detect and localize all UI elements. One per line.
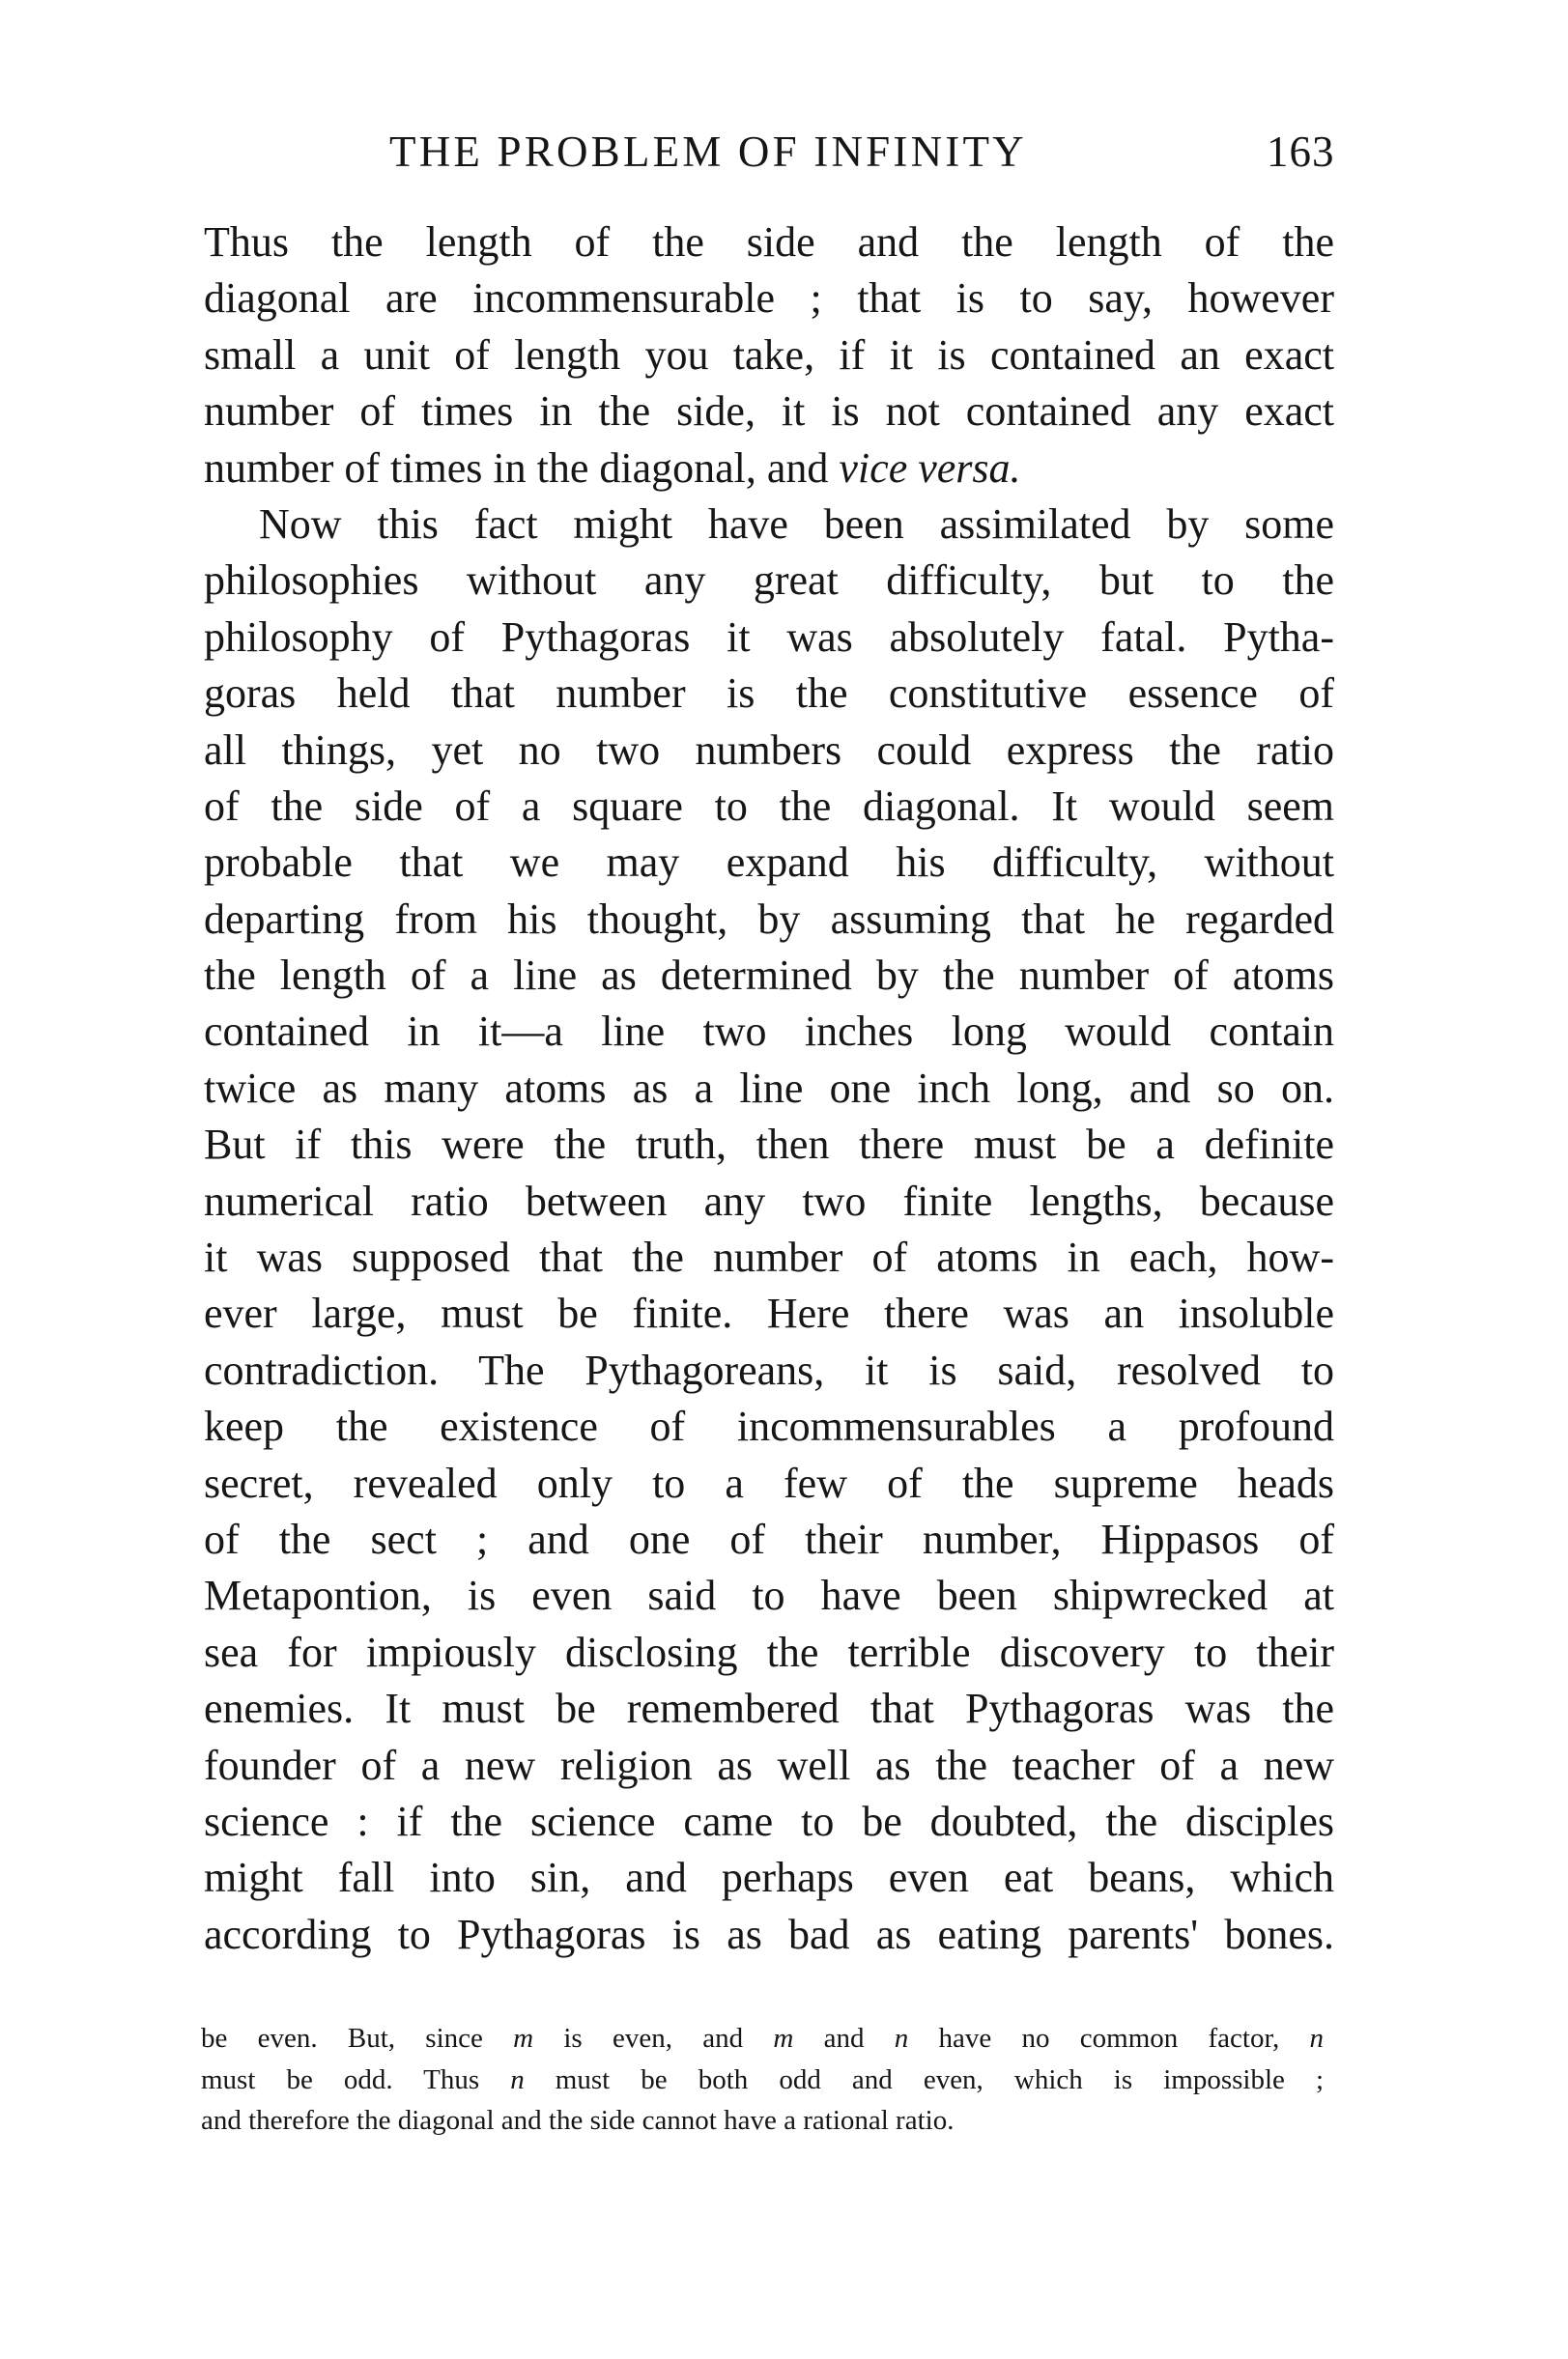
text-line: But if this were the truth, then there must be a definite [204, 1121, 1334, 1169]
text-line: diagonal are incommensurable ; that is to say, however [204, 274, 1334, 323]
math-var: m [773, 2023, 794, 2054]
text-span: is even, and [533, 2023, 774, 2054]
text-line: contained in it—a line two inches long would contain [204, 1008, 1334, 1056]
text-line: contradiction. The Pythagoreans, it is said, resolved to [204, 1346, 1334, 1394]
text-line: founder of a new religion as well as the teacher of a new [204, 1741, 1334, 1789]
text-line: all things, yet no two numbers could express the ratio [204, 725, 1334, 774]
text-line: departing from his thought, by assuming that he regarded [204, 895, 1334, 943]
math-var: n [1309, 2023, 1324, 2054]
text-line: enemies. It must be remembered that Pythagoras was the [204, 1685, 1334, 1733]
running-title: THE PROBLEM OF INFINITY [389, 128, 1027, 176]
text-line: ever large, must be finite. Here there was an insoluble [204, 1290, 1334, 1338]
text-span: and [793, 2023, 895, 2054]
text-span: must be odd. Thus [201, 2063, 511, 2095]
math-var: n [894, 2023, 909, 2054]
footnote-line: and therefore the diagonal and the side cannot have a rational ratio. [201, 2105, 955, 2136]
text-line: might fall into sin, and perhaps even eat beans, which [204, 1854, 1334, 1902]
italic-phrase: vice versa. [839, 443, 1021, 492]
text-span: have no common factor, [908, 2023, 1310, 2054]
text-line: philosophies without any great difficulty, but to the [204, 556, 1334, 605]
text-line: twice as many atoms as a line one inch long, and so on. [204, 1064, 1334, 1112]
text-line: Thus the length of the side and the length of the [204, 218, 1334, 266]
footnote [201, 2018, 1324, 2142]
text-line: probable that we may expand his difficulty, without [204, 838, 1334, 887]
text-span: must be both odd and even, which is impossible ; [524, 2063, 1325, 2095]
page-number: 163 [1267, 128, 1335, 176]
text-span: number of times in the diagonal, and [204, 443, 840, 492]
math-var: m [513, 2023, 534, 2054]
footnote-line [201, 2018, 1324, 2060]
text-line: of the sect ; and one of their number, Hippasos of [204, 1515, 1334, 1563]
math-var: n [510, 2063, 525, 2095]
text-line: sea for impiously disclosing the terrible discovery to their [204, 1628, 1334, 1676]
text-line: number of times in the side, it is not contained any exact [204, 387, 1334, 436]
text-line: of the side of a square to the diagonal. It would seem [204, 782, 1334, 830]
text-line: secret, revealed only to a few of the supreme heads [204, 1459, 1334, 1507]
text-line: Metapontion, is even said to have been shipwrecked at [204, 1572, 1334, 1620]
text-line: numerical ratio between any two finite lengths, because [204, 1177, 1334, 1225]
text-line: philosophy of Pythagoras it was absolutely fatal. Pytha- [204, 612, 1334, 661]
footnote-line [201, 2060, 1324, 2101]
text-line: small a unit of length you take, if it is contained an exact [204, 330, 1334, 379]
text-line: it was supposed that the number of atoms in each, how- [204, 1234, 1334, 1282]
text-span: be even. But, since [201, 2023, 514, 2054]
body-text [204, 214, 1334, 1963]
text-line: keep the existence of incommensurables a profound [204, 1403, 1334, 1451]
text-line: the length of a line as determined by the number of atoms [204, 952, 1334, 1000]
text-line: according to Pythagoras is as bad as eating parents' bones. [204, 1910, 1334, 1958]
text-line: goras held that number is the constitutive essence of [204, 669, 1334, 718]
text-line [204, 441, 1334, 497]
text-line: Now this fact might have been assimilated by some [259, 499, 1334, 548]
text-line: science : if the science came to be doubted, the disciples [204, 1797, 1334, 1845]
